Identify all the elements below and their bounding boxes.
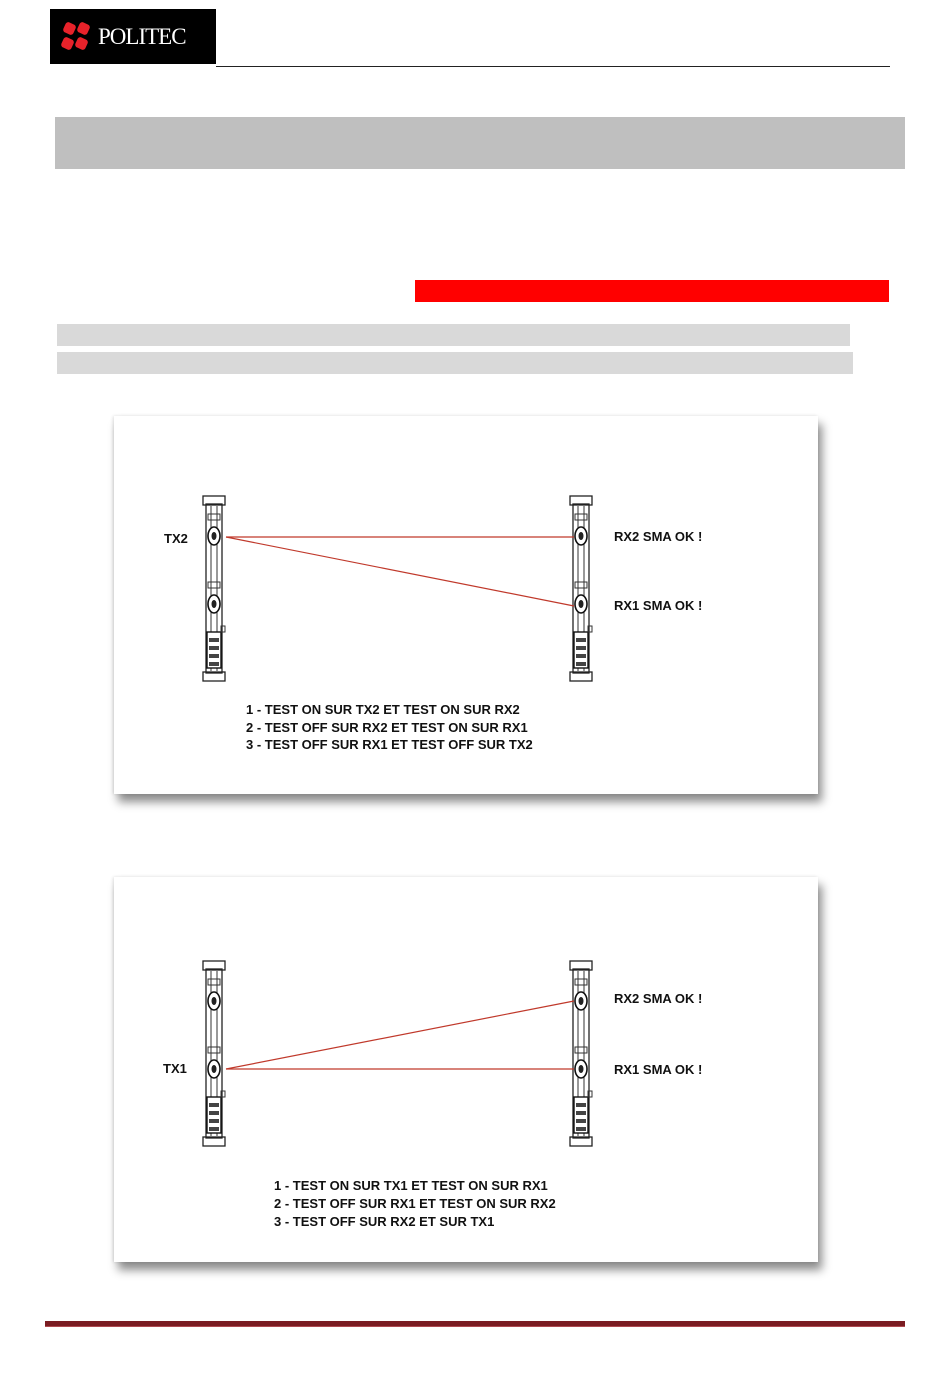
shaded-line-1 <box>57 324 850 346</box>
optic-lens <box>212 1065 217 1073</box>
electronics-detail <box>209 1127 219 1131</box>
figure-tx2-test <box>114 416 818 794</box>
electronics-detail <box>576 646 586 650</box>
figure-tx1-test <box>114 877 818 1262</box>
step-3: 3 - TEST OFF SUR RX2 ET SUR TX1 <box>274 1214 495 1229</box>
electronics-detail <box>209 1111 219 1115</box>
optic-lens <box>579 997 584 1005</box>
optic-bracket <box>208 1047 220 1053</box>
electronics-detail <box>209 638 219 642</box>
optic-bracket <box>208 582 220 588</box>
header-rule <box>216 66 890 67</box>
tx1-column <box>203 961 225 1146</box>
tx2-column <box>203 496 225 681</box>
shaded-line-2 <box>57 352 853 374</box>
optic-bracket <box>575 979 587 985</box>
optic-lens <box>579 1065 584 1073</box>
electronics-detail <box>576 662 586 666</box>
highlight-bar <box>415 280 889 302</box>
figure-1-diagram <box>114 416 818 794</box>
rx-column <box>570 961 592 1146</box>
electronics-detail <box>576 654 586 658</box>
optic-bracket <box>575 514 587 520</box>
tx-label: TX2 <box>164 531 188 546</box>
electronics-detail <box>576 1119 586 1123</box>
footer-rule <box>45 1321 905 1327</box>
optic-bracket <box>575 582 587 588</box>
electronics-detail <box>209 1103 219 1107</box>
step-1: 1 - TEST ON SUR TX1 ET TEST ON SUR RX1 <box>274 1178 548 1193</box>
electronics-detail <box>209 646 219 650</box>
beam-tx2-rx1 <box>226 537 574 606</box>
optic-lens <box>212 532 217 540</box>
step-1: 1 - TEST ON SUR TX2 ET TEST ON SUR RX2 <box>246 702 520 717</box>
optic-bracket <box>575 1047 587 1053</box>
politec-emblem-icon <box>60 20 94 54</box>
tx-label: TX1 <box>163 1061 187 1076</box>
electronics-detail <box>209 1119 219 1123</box>
electronics-detail <box>576 1127 586 1131</box>
electronics-detail <box>576 1103 586 1107</box>
optic-lens <box>212 600 217 608</box>
beam-tx1-rx2 <box>226 1001 574 1069</box>
electronics-detail <box>209 654 219 658</box>
optic-lens <box>212 997 217 1005</box>
rx-column <box>570 496 592 681</box>
optic-bracket <box>208 979 220 985</box>
electronics-detail <box>576 638 586 642</box>
optic-lens <box>579 532 584 540</box>
step-2: 2 - TEST OFF SUR RX2 ET TEST ON SUR RX1 <box>246 720 528 735</box>
rx-bottom-label: RX1 SMA OK ! <box>614 598 703 613</box>
electronics-detail <box>576 1111 586 1115</box>
logo-text: POLITEC <box>98 23 186 49</box>
rx-top-label: RX2 SMA OK ! <box>614 991 703 1006</box>
rx-top-label: RX2 SMA OK ! <box>614 529 703 544</box>
figure-2-diagram <box>114 877 818 1262</box>
optic-bracket <box>208 514 220 520</box>
optic-lens <box>579 600 584 608</box>
step-3: 3 - TEST OFF SUR RX1 ET TEST OFF SUR TX2 <box>246 737 533 752</box>
title-band <box>55 117 905 169</box>
rx-bottom-label: RX1 SMA OK ! <box>614 1062 703 1077</box>
politec-logo <box>50 9 216 64</box>
step-2: 2 - TEST OFF SUR RX1 ET TEST ON SUR RX2 <box>274 1196 556 1211</box>
electronics-detail <box>209 662 219 666</box>
